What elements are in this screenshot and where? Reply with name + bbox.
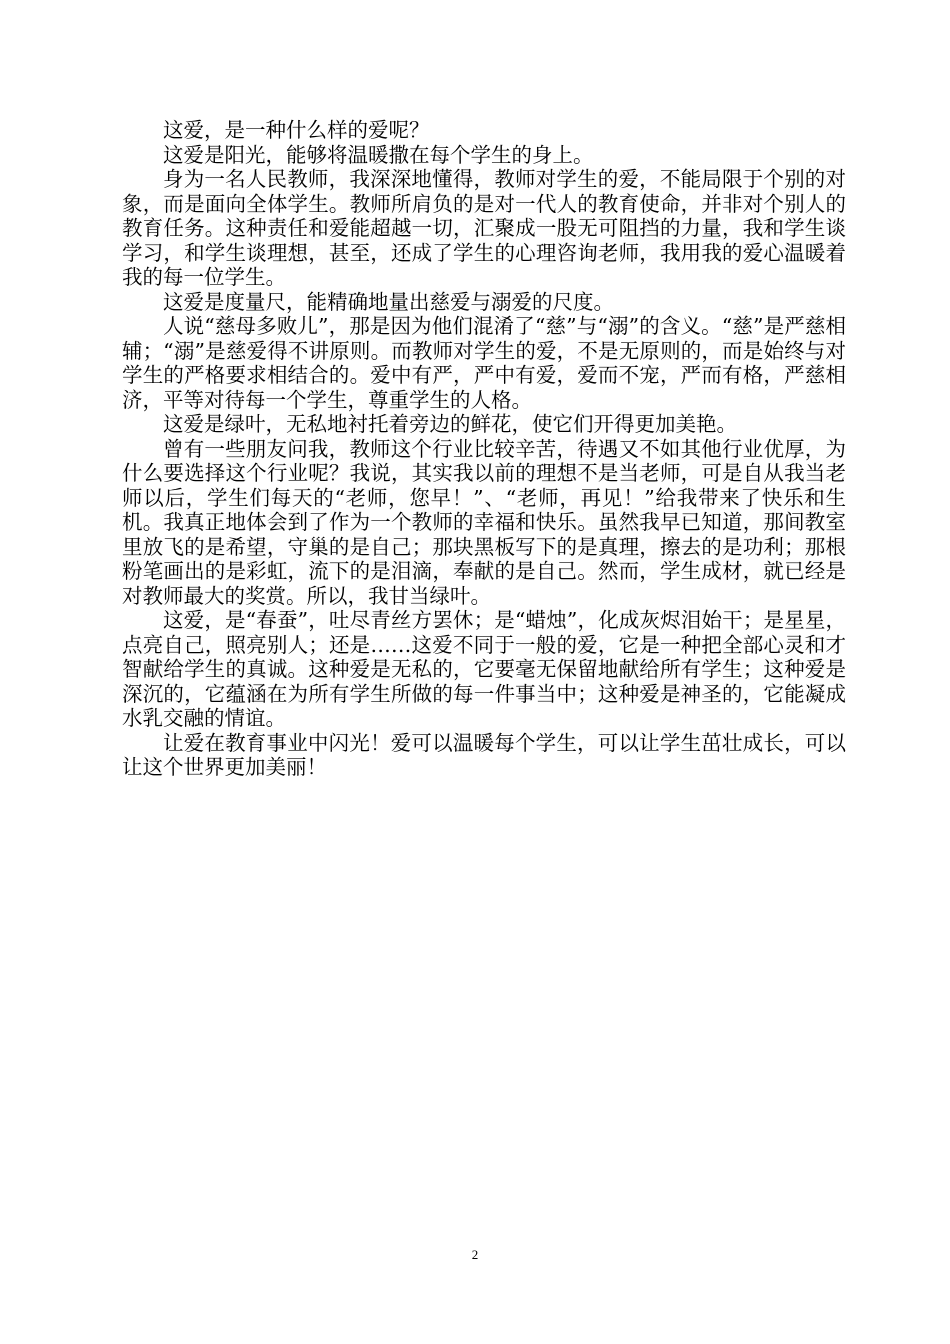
paragraph: 这爱，是“春蚕”，吐尽青丝方罢休；是“蜡烛”，化成灰烬泪始干；是星星，点亮自己，照亮别人；还是……这爱不同于一般的爱，它是一种把全部心灵和才智献给学生的真诚。这种爱是无私的，它要毫无保留地献给所有学生；这种爱是深沉的，它蕴涵在为所有学生所做的每一件事当中；这种爱是神圣的，它能凝成水乳交融的情谊。 (122, 608, 846, 730)
document-body (122, 118, 846, 780)
paragraph: 曾有一些朋友问我，教师这个行业比较辛苦，待遇又不如其他行业优厚，为什么要选择这个行业呢？我说，其实我以前的理想不是当老师，可是自从我当老师以后，学生们每天的“老师，您早！”、“老师，再见！”给我带来了快乐和生机。我真正地体会到了作为一个教师的幸福和快乐。虽然我早已知道，那间教室里放飞的是希望，守巢的是自己；那块黑板写下的是真理，擦去的是功利；那根粉笔画出的是彩虹，流下的是泪滴，奉献的是自己。然而，学生成材，就已经是对教师最大的奖赏。所以，我甘当绿叶。 (122, 436, 846, 608)
paragraph: 让爱在教育事业中闪光！爱可以温暖每个学生，可以让学生茁壮成长，可以让这个世界更加美丽！ (122, 730, 846, 779)
paragraph: 这爱，是一种什么样的爱呢？ (163, 118, 430, 142)
paragraph: 这爱是阳光，能够将温暖撒在每个学生的身上。 (163, 142, 594, 167)
paragraph: 这爱是绿叶，无私地衬托着旁边的鲜花，使它们开得更加美艳。 (163, 412, 737, 436)
paragraph: 这爱是度量尺，能精确地量出慈爱与溺爱的尺度。 (163, 289, 614, 314)
page-number: 2 (471, 1247, 479, 1262)
paragraph: 人说“慈母多败儿”，那是因为他们混淆了“慈”与“溺”的含义。“慈”是严慈相辅；“溺”是慈爱得不讲原则。而教师对学生的爱，不是无原则的，而是始终与对学生的严格要求相结合的。爱中有严，严中有爱，爱而不宠，严而有格，严慈相济，平等对待每一个学生，尊重学生的人格。 (122, 314, 846, 412)
paragraph: 身为一名人民教师，我深深地懂得，教师对学生的爱，不能局限于个别的对象，而是面向全体学生。教师所肩负的是对一代人的教育使命，并非对个别人的教育任务。这种责任和爱能超越一切，汇聚成一股无可阻挡的力量，我和学生谈学习，和学生谈理想，甚至，还成了学生的心理咨询老师，我用我的爱心温暖着我的每一位学生。 (122, 167, 846, 289)
